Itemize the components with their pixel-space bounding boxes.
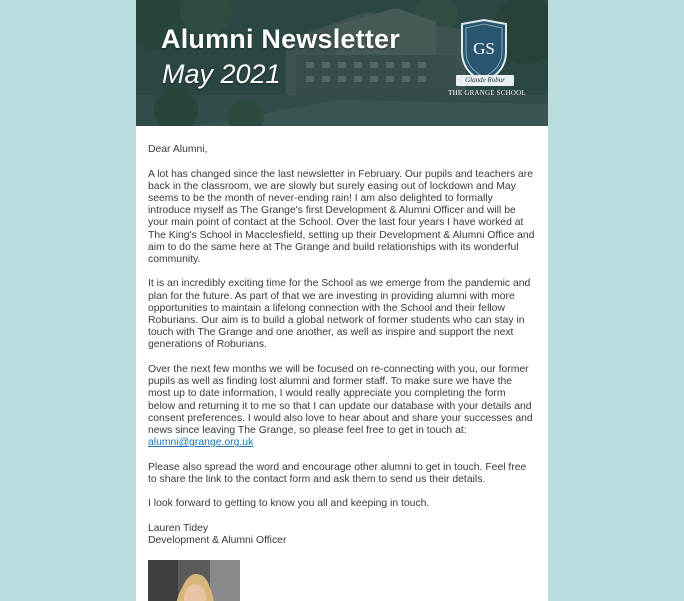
letter-closing: I look forward to getting to know you all and keeping in touch. <box>148 498 430 510</box>
newsletter-email <box>136 0 548 601</box>
signatory-photo <box>148 560 240 601</box>
letter-body <box>136 126 548 601</box>
contact-paragraph-text: Over the next few months we will be focused on re-connecting with you, our former pupils as well as finding lost alumni and former staff. To make sure we have the most up to date information, I would really appreciate you completing the form below and returning it to me so that I can update our database with your details and consent preferences. I would also love to hear about and share your successes and news since leaving The Grange, so please feel free to get in touch at: <box>148 363 533 436</box>
newsletter-banner <box>136 0 548 126</box>
contact-email-link[interactable]: alumni@grange.org.uk <box>148 437 254 449</box>
signature-title: Development & Alumni Officer <box>148 535 287 547</box>
letter-paragraph-3 <box>148 364 535 449</box>
letter-paragraph-2: It is an incredibly exciting time for the School as we emerge from the pandemic and plan for the future. As part of that we are investing in providing alumni with more opportunities to maintain a lifelong connection with the School and their fellow Roburians. Our aim is to build a global network of former students who can stay in touch with The Grange and one another, as well as inspire and support the next generations of Roburians. <box>148 278 531 351</box>
newsletter-title: Alumni Newsletter <box>161 24 400 54</box>
crest-motto: Glande Robur <box>456 75 514 86</box>
newsletter-date: May 2021 <box>162 59 281 89</box>
signatory-portrait-image <box>148 560 240 601</box>
school-name: THE GRANGE SCHOOL <box>448 89 526 97</box>
signature <box>148 523 535 547</box>
letter-greeting: Dear Alumni, <box>148 144 208 155</box>
crest-initials: GS <box>473 39 495 58</box>
signature-name: Lauren Tidey <box>148 522 209 534</box>
letter-paragraph-1: A lot has changed since the last newsletter in February. Our pupils and teachers are back in the classroom, we are slowly but surely easing out of lockdown and May seems to be the month of never-ending rain! I am also delighted to formally introduce myself as The Grange's first Development & Alumni Officer and will be your main point of contact at the School. Over the last four years I have worked at The King's School in Macclesfield, setting up their Development & Alumni Office and aim to do the same here at The Grange and build relationships with its wonderful community. <box>148 168 535 265</box>
letter-paragraph-4: Please also spread the word and encourage other alumni to get in touch. Feel free to share the link to the contact form and ask them to send us their details. <box>148 461 527 485</box>
